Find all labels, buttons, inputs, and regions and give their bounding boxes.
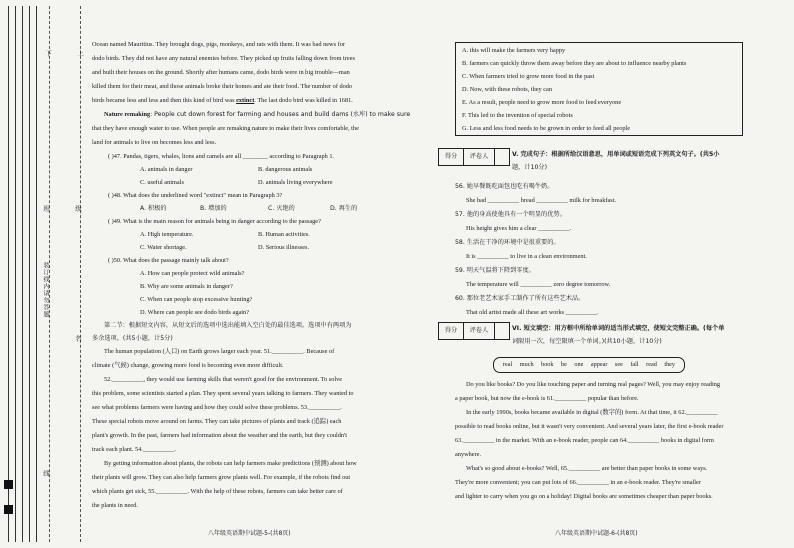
- option: A. animals in danger: [140, 166, 193, 173]
- section-instructions: 第二节：根据短文内容，从短文后的选项中选出能填入空白处的最佳选项。选项中有两项为: [104, 322, 352, 329]
- section-v-title: V. 完成句子：根据所给汉语意思，用单词或短语完成下列英文句子。(共5小: [512, 151, 720, 158]
- sentence-prompt: 57. 他的身高使他具有一个明显的优势。: [455, 211, 566, 218]
- passage-line: anywhere.: [455, 451, 482, 458]
- option: C. Water shortage.: [140, 244, 187, 251]
- passage-line: dodo birds. They did not have any natural enemies before. They picked up fruits falling down from trees: [92, 55, 355, 62]
- option-item: A. this will make the farmers very happy: [462, 47, 566, 54]
- dashed-cut-line: [49, 6, 50, 542]
- sidebar-mark-top: 下: [44, 50, 52, 58]
- option: A. High temperature.: [140, 231, 194, 238]
- sidebar-mid-label: 级: [74, 205, 82, 213]
- section-vi-title: VI. 短文填空：用方框中所给单词的适当形式填空，使短文完整正确。(每个单: [512, 325, 725, 332]
- registration-mark: [4, 480, 13, 489]
- option: B. dangerous animals: [258, 166, 313, 173]
- option: C. When can people stop excessive hunting?: [140, 296, 253, 303]
- passage-line: birds became less and less and then this kind of bird was extinct. The last dodo bird was killed in 1681.: [92, 97, 353, 104]
- passage-line: plant's growth. In the past, farmers had information about the weather and the earth, but they couldn't: [92, 432, 347, 439]
- option: D. 再生的: [330, 205, 358, 212]
- sentence-blank: His height gives him a clear __________.: [466, 225, 572, 232]
- option: D. animals living everywhere: [258, 179, 333, 186]
- passage-line: They're more convenient; you can put lots of 66.__________ in an e-book reader. They're smaller: [455, 479, 701, 486]
- option: D. Serious illnesses.: [258, 244, 310, 251]
- grader-label: 评卷人: [464, 149, 495, 165]
- passage-line: land for animals to live on becomes less and less.: [92, 139, 217, 146]
- passage-line: Ocean named Mauritius. They brought dogs, pigs, monkeys, and rats with them. It was bad news for: [92, 41, 345, 48]
- option: B. 增加的: [200, 205, 227, 212]
- option-item: D. Now, with these robots, they can: [462, 86, 553, 93]
- sentence-blank: She had __________ bread __________ milk for breakfast.: [466, 197, 617, 204]
- option: C. useful animals: [140, 179, 184, 186]
- passage-line: Do you like books? Do you like touching paper and turning real pages? Well, you may enjoy reading: [466, 381, 720, 388]
- question-50: ( )50. What does the passage mainly talk about?: [108, 257, 229, 264]
- passage-line: 63.__________ in the market. With an e-book reader, people can 64.__________ books in digital form: [455, 437, 714, 444]
- question-48: ( )48. What does the underlined word "extinct" mean in Paragraph 3?: [108, 192, 283, 199]
- sentence-prompt: 60. 那位老艺术家手工制作了所有这些艺术品。: [455, 295, 585, 302]
- score-box: [438, 148, 510, 166]
- sentence-prompt: 59. 明天气温将下降到零度。: [455, 267, 535, 274]
- passage-line: track each plant. 54.__________.: [92, 446, 176, 453]
- question-49: ( )49. What is the main reason for animals being in danger according to the passage?: [108, 218, 321, 225]
- passage-line: their plants will grow. They can also help farmers grow plants well. For example, if the robots find out: [92, 474, 351, 481]
- passage-line: killed them for their meat, and those animals broke their homes and ate their food. The number of dodo: [92, 83, 353, 90]
- passage-line: a paper book, but now the e-book is 61.__________ popular than before.: [455, 395, 639, 402]
- passage-line: In the early 1990s, books became available in digital (数字的) form. At that time, it 62.__________: [466, 409, 718, 416]
- score-label: 得分: [439, 149, 464, 165]
- passage-line: climate (气候) change, growing more food is becoming even more difficult.: [92, 362, 284, 369]
- page-footer: 八年级英语期中试题-5-(共8页): [208, 530, 291, 537]
- binding-line: [15, 6, 16, 542]
- option: A. How can people protect wild animals?: [140, 270, 245, 277]
- sentence-prompt: 56. 她早餐既吃面包也吃有喝牛奶。: [455, 183, 554, 190]
- option: B. Human activities.: [258, 231, 310, 238]
- binding-line: [29, 6, 30, 542]
- sidebar-note: 装订线内请勿答题: [42, 262, 49, 318]
- sidebar-bottom-label: 线: [42, 470, 50, 478]
- paragraph-title: Nature remaking: [104, 111, 151, 118]
- sentence-blank: The temperature will __________ zero degree tomorrow.: [466, 281, 611, 288]
- binding-line: [22, 6, 23, 542]
- section-instructions: 多余选项。(共5小题，计5分): [92, 335, 173, 342]
- binding-sidebar: [0, 0, 92, 548]
- passage-line: By getting information about plants, the robots can help farmers make predictions (预测) about how: [104, 460, 357, 467]
- passage-line: These special robots move around on farms. They can take pictures of plants and track (追踪) each: [92, 418, 342, 425]
- sentence-blank: That old artist made all these art works __________.: [466, 309, 599, 316]
- passage-line: possible to read books online, but it wasn't very convenient. And several years later, the first e-book reader: [455, 423, 724, 430]
- option-item: B. farmers can quickly throw them away before they are about to influence nearby plants: [462, 60, 687, 67]
- passage-line: see what problems farmers were having and how they could solve these problems. 53.__________.: [92, 404, 342, 411]
- score-box: [438, 322, 510, 340]
- section-vi-title: 词限用一次，每空限填一个单词。)(共10小题，计10分): [512, 338, 662, 345]
- passage-line: 52.__________, they would use farming skills that weren't good for the environment. To solve: [104, 376, 343, 383]
- binding-line: [8, 6, 9, 542]
- passage-line: Nature remaking: People cut down forest for farming and houses and build dams (水库) to make sure: [104, 111, 411, 118]
- sentence-prompt: 58. 生活在干净的环境中是很重要的。: [455, 239, 560, 246]
- option: D. Where can people see dodo birds again?: [140, 309, 249, 316]
- option-item: F. This led to the invention of special robots: [462, 112, 573, 119]
- passage-line: that they have enough water to use. When people are remaking nature to make their lives comfortable, the: [92, 125, 359, 132]
- binding-line: [36, 6, 37, 542]
- options-box: [455, 42, 743, 136]
- option: B. Why are some animals in danger?: [140, 283, 233, 290]
- passage-line: this problem, some scientists started a plan. They spent several years talking to farmers. They wanted to: [92, 390, 354, 397]
- sidebar-mid-label: 班: [42, 205, 50, 213]
- passage-line: and built their houses on the ground. Shortly after humans came, dodo birds were in big trouble—man: [92, 69, 350, 76]
- page-footer: 八年级英语期中试题-6-(共8页): [555, 530, 638, 537]
- passage-line: the plants in need.: [92, 502, 138, 509]
- passage-line: The human population (人口) on Earth grows larger each year. 51.__________. Because of: [104, 348, 335, 355]
- sidebar-mid-label: 名: [74, 335, 82, 343]
- option-item: C. When farmers tried to grow more food in the past: [462, 73, 595, 80]
- word-bank: real much book be one appear see fall read they: [493, 357, 685, 373]
- grader-label: 评卷人: [464, 323, 495, 339]
- option: A. 积极的: [140, 205, 167, 212]
- score-label: 得分: [439, 323, 464, 339]
- option-item: G. Less and less food needs to be grown in order to feed all people: [462, 125, 631, 132]
- underlined-word: extinct: [236, 97, 255, 104]
- question-47: ( )47. Pandas, tigers, whales, lions and camels are all ________ according to Paragraph 1.: [108, 153, 335, 160]
- sentence-blank: It is __________ to live in a clean environment.: [466, 253, 587, 260]
- sidebar-mark-top: 上: [76, 50, 84, 58]
- dashed-cut-line: [80, 6, 81, 542]
- passage-line: which plants get sick, 55.__________. With the help of these robots, farmers can take better care of: [92, 488, 343, 495]
- option: C. 灭绝的: [268, 205, 295, 212]
- option-item: E. As a result, people need to grow more food to feed everyone: [462, 99, 622, 106]
- passage-line: and lighter to carry when you go on a holiday! Digital books are sometimes cheaper than paper books.: [455, 493, 713, 500]
- registration-mark: [4, 505, 13, 514]
- section-v-title: 题，计10分): [512, 164, 548, 171]
- passage-line: What's so good about e-books? Well, 65.__________ are better than paper books in some ways.: [466, 465, 708, 472]
